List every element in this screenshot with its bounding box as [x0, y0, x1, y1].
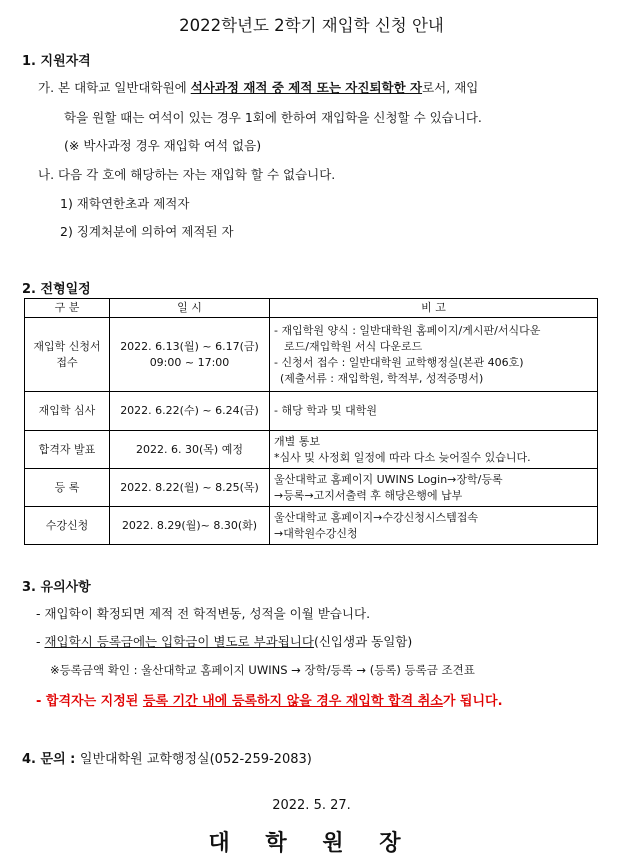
schedule-line: 2022. 6.13(월) ~ 6.17(금)	[120, 339, 259, 353]
table-row	[25, 392, 598, 431]
schedule-line: 09:00 ~ 17:00	[149, 355, 230, 369]
row-note	[270, 469, 598, 507]
ga-prefix: 가. 본 대학교 일반대학원에	[38, 80, 191, 95]
note-line: 울산대학교 홈페이지→수강신청시스템접속	[274, 510, 478, 524]
caution-line-4	[36, 690, 503, 709]
ga-suffix: 로서, 재입	[422, 80, 479, 95]
header-schedule: 일 시	[110, 299, 270, 318]
row-note: - 해당 학과 및 대학원	[270, 392, 598, 431]
row-category: 합격자 발표	[25, 431, 110, 469]
note-line: (제출서류 : 재입학원, 학적부, 성적증명서)	[280, 371, 484, 385]
eligibility-ga-note: (※ 박사과정 경우 재입학 여석 없음)	[64, 138, 262, 153]
header-category: 구 분	[25, 299, 110, 318]
schedule-table	[24, 298, 598, 545]
row-note	[270, 318, 598, 392]
note-line: →등록→고지서출력 후 해당은행에 납부	[274, 488, 463, 502]
row-category: 재입학 신청서 접수	[25, 318, 110, 392]
row-schedule: 2022. 6. 30(목) 예정	[110, 431, 270, 469]
note-line: 로드/재입학원 서식 다운로드	[284, 339, 423, 353]
eligibility-na-item-2: 2) 징계처분에 의하여 제적된 자	[60, 224, 234, 239]
caution-line-2	[36, 632, 412, 650]
table-row	[25, 318, 598, 392]
warning-c: 가 됩니다.	[442, 694, 503, 709]
section1-heading: 1. 지원자격	[22, 54, 91, 69]
eligibility-na: 나. 다음 각 호에 해당하는 자는 재입학 할 수 없습니다.	[38, 167, 336, 182]
ga-emphasis: 석사과정 재적 중 제적 또는 자진퇴학한 자	[190, 80, 423, 95]
warning-underlined: 등록 기간 내에 등록하지 않을 경우 재입학 합격 취소	[142, 694, 443, 709]
caution-rest: (신입생과 동일함)	[313, 634, 413, 649]
caution-line-1: - 재입학이 확정되면 제적 전 학적변동, 성적을 이월 받습니다.	[36, 606, 371, 621]
table-header-row	[25, 299, 598, 318]
row-note	[270, 431, 598, 469]
page-title: 2022학년도 2학기 재입학 신청 안내	[179, 16, 444, 35]
eligibility-ga-line2: 학을 원할 때는 여석이 있는 경우 1회에 한하여 재입학을 신청할 수 있습니다.	[64, 110, 482, 125]
caution-line-3: ※등록금액 확인 : 울산대학교 홈페이지 UWINS → 장학/등록 → (등록) 등록금 조견표	[50, 663, 475, 677]
row-category: 재입학 심사	[25, 392, 110, 431]
warning-a: - 합격자는 지정된	[36, 694, 143, 709]
section2-heading: 2. 전형일정	[22, 282, 91, 297]
row-schedule: 2022. 6.22(수) ~ 6.24(금)	[110, 392, 270, 431]
note-line: 개별 통보	[274, 434, 321, 448]
eligibility-ga-line1	[38, 78, 478, 96]
header-note: 비 고	[270, 299, 598, 318]
table-row	[25, 469, 598, 507]
note-line: *심사 및 사정회 일정에 따라 다소 늦어질수 있습니다.	[274, 450, 531, 464]
issue-date: 2022. 5. 27.	[272, 798, 351, 813]
caution-dash: -	[36, 634, 45, 649]
signature: 대 학 원 장	[208, 831, 415, 856]
section4-heading: 4. 문의 :	[22, 752, 80, 767]
note-line: →대학원수강신청	[274, 526, 358, 540]
row-category: 등 록	[25, 469, 110, 507]
row-schedule: 2022. 8.22(월) ~ 8.25(목)	[110, 469, 270, 507]
contact-line	[22, 748, 312, 767]
eligibility-na-item-1: 1) 재학연한초과 제적자	[60, 196, 190, 211]
note-line: - 신청서 접수 : 일반대학원 교학행정실(본관 406호)	[274, 355, 524, 369]
contact-info: 일반대학원 교학행정실(052-259-2083)	[79, 752, 312, 767]
caution-underlined: 재입학시 등록금에는 입학금이 별도로 부과됩니다	[44, 634, 314, 649]
note-line: - 재입학원 양식 : 일반대학원 홈페이지/게시판/서식다운	[274, 323, 541, 337]
row-schedule	[110, 318, 270, 392]
row-category: 수강신청	[25, 507, 110, 545]
row-note	[270, 507, 598, 545]
table-row	[25, 507, 598, 545]
table-row	[25, 431, 598, 469]
row-schedule: 2022. 8.29(월)~ 8.30(화)	[110, 507, 270, 545]
section3-heading: 3. 유의사항	[22, 580, 91, 595]
note-line: 울산대학교 홈페이지 UWINS Login→장학/등록	[274, 472, 503, 486]
